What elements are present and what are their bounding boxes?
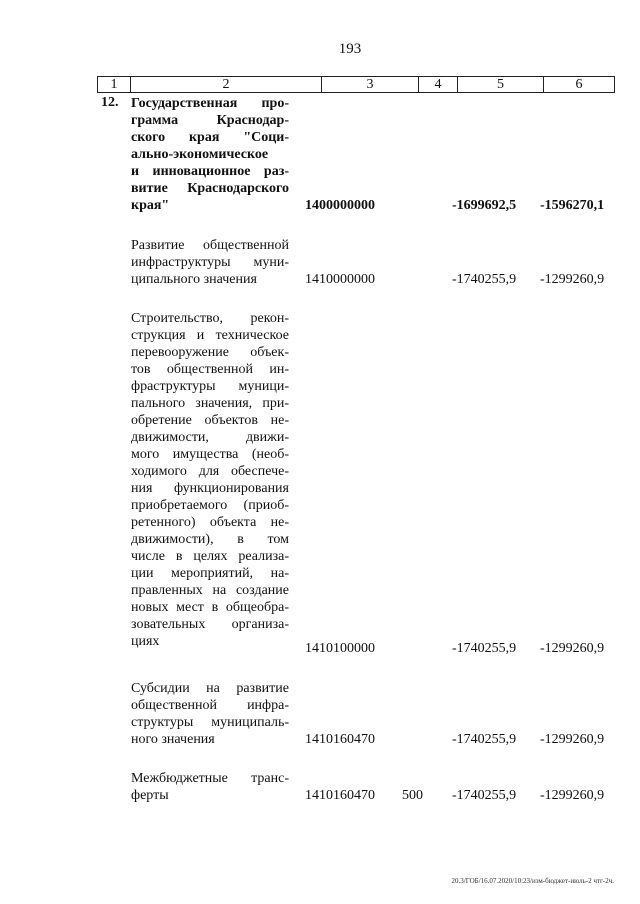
description-line: и инновационное раз- (131, 164, 289, 179)
description-line: общественной инфра- (131, 698, 289, 713)
description-line: ципального значения (131, 272, 257, 287)
row-vr: 500 (402, 788, 423, 803)
row-sum-col5: -1740255,9 (452, 788, 517, 803)
description-line: числе в целях реализа- (131, 549, 289, 564)
description-line: инфраструктуры муни- (131, 255, 289, 270)
description-line: обретение объектов не- (131, 413, 289, 428)
row-sum-col6: -1299260,9 (540, 641, 605, 656)
description-line: тов общественной ин- (131, 362, 289, 377)
description-line: грамма Краснодар- (131, 113, 289, 128)
description-line: Развитие общественной (131, 238, 289, 253)
row-description (131, 310, 289, 650)
description-line: витие Краснодарского (131, 181, 289, 196)
header-col-2: 2 (131, 77, 322, 92)
row-code: 1410000000 (305, 272, 375, 287)
footer-doc-id: 20.3/ГОБ/16.07.2020/10:23/изм-бюджет-июль-2 чтг-2ч. (451, 877, 614, 885)
description-line: пального значения, при- (131, 396, 289, 411)
description-line: ально-экономическое (131, 147, 269, 162)
description-line: правленных на создание (131, 583, 289, 598)
row-description (131, 237, 289, 288)
description-line: ского края "Соци- (131, 130, 289, 145)
description-line: движимости), в том (131, 532, 289, 547)
header-col-4: 4 (419, 77, 458, 92)
description-line: ходимого для обеспече- (131, 464, 289, 479)
row-sum-col5: -1740255,9 (452, 272, 517, 287)
description-line: перевооружение объек- (131, 345, 289, 360)
row-description (131, 95, 289, 214)
header-col-3: 3 (322, 77, 419, 92)
description-line: Строительство, рекон- (131, 311, 289, 326)
row-description (131, 680, 289, 748)
description-line: структуры муниципаль- (131, 715, 289, 730)
description-line: ретенного) объекта не- (131, 515, 289, 530)
description-line: Межбюджетные транс- (131, 771, 289, 786)
row-code: 1400000000 (305, 198, 375, 213)
page-number: 193 (338, 41, 362, 57)
row-sum-col6: -1596270,1 (540, 198, 605, 213)
description-line: фраструктуры муници- (131, 379, 289, 394)
description-line: приобретаемого (приоб- (131, 498, 289, 513)
row-code: 1410160470 (305, 732, 375, 747)
row-sum-col6: -1299260,9 (540, 732, 605, 747)
header-col-5: 5 (458, 77, 544, 92)
row-sum-col6: -1299260,9 (540, 788, 605, 803)
description-line: зовательных организа- (131, 617, 289, 632)
row-sum-col6: -1299260,9 (540, 272, 605, 287)
description-line: струкция и техническое (131, 328, 289, 343)
description-line: движимости, движи- (131, 430, 289, 445)
description-line: Государственная про- (131, 96, 289, 111)
row-description (131, 770, 289, 804)
row-code: 1410100000 (305, 641, 375, 656)
row-sum-col5: -1699692,5 (452, 198, 517, 213)
description-line: циях (131, 634, 160, 649)
header-col-1: 1 (98, 77, 131, 92)
description-line: ного значения (131, 732, 215, 747)
description-line: ферты (131, 788, 169, 803)
row-code: 1410160470 (305, 788, 375, 803)
row-number: 12. (101, 95, 119, 110)
description-line: края" (131, 198, 170, 213)
description-line: мого имущества (необ- (131, 447, 289, 462)
description-line: Субсидии на развитие (131, 681, 289, 696)
row-sum-col5: -1740255,9 (452, 732, 517, 747)
header-col-6: 6 (575, 77, 583, 92)
description-line: новых мест в общеобра- (131, 600, 289, 615)
description-line: ния функционирования (131, 481, 289, 496)
description-line: ции мероприятий, на- (131, 566, 289, 581)
row-sum-col5: -1740255,9 (452, 641, 517, 656)
